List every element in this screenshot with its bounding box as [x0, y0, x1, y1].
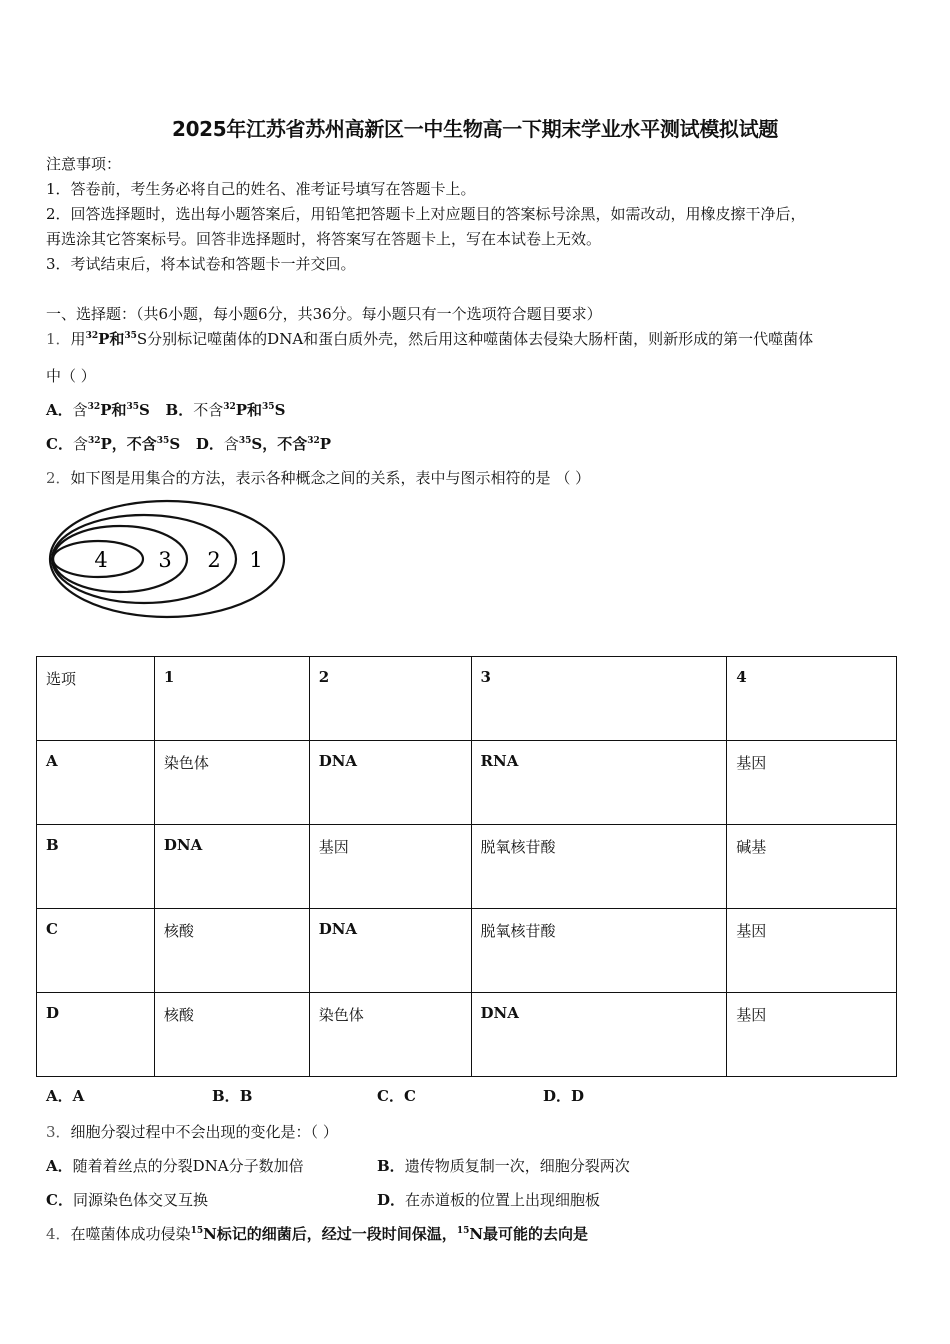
- notice-item-1: 1．答卷前，考生务必将自己的姓名、准考证号填写在答题卡上。: [46, 180, 476, 198]
- table-cell: DNA: [154, 825, 309, 909]
- notice-heading: 注意事项：: [46, 155, 122, 173]
- q1-options-ab: [46, 399, 285, 420]
- table-cell: 基因: [309, 825, 471, 909]
- isotope-mass: 15: [190, 1226, 204, 1236]
- option-c[interactable]: C．含$^{32}$P，不含$^{35}$S: [46, 435, 181, 453]
- table-cell: C: [37, 909, 155, 993]
- table-cell: 基因: [727, 993, 897, 1077]
- table-header-cell: 1: [154, 657, 309, 741]
- options-table: [36, 656, 897, 1077]
- table-row: [37, 909, 897, 993]
- table-cell: 脱氧核苷酸: [471, 909, 727, 993]
- set-label-4: 4: [94, 548, 108, 572]
- isotope-mass: 15: [456, 1226, 470, 1236]
- table-cell: D: [37, 993, 155, 1077]
- table-header-row: [37, 657, 897, 741]
- question-1-cont: 中（ ）: [46, 367, 96, 385]
- question-1: [46, 328, 813, 349]
- q2-option-b[interactable]: B．B: [212, 1087, 253, 1105]
- q1-text: S分别标记噬菌体的DNA和蛋白质外壳，然后用这种噬菌体去侵染大肠杆菌，则新形成的第一代噬菌体: [136, 330, 814, 348]
- isotope-mass: 32: [85, 331, 99, 341]
- q3-option-d[interactable]: D．在赤道板的位置上出现细胞板: [377, 1191, 601, 1209]
- page-title: 2025年江苏省苏州高新区一中生物高一下期末学业水平测试模拟试题: [171, 117, 779, 141]
- q3-text: 细胞分裂过程中不会出现的变化是：（ ）: [70, 1123, 338, 1141]
- table-cell: 基因: [727, 741, 897, 825]
- q2-text: 如下图是用集合的方法，表示各种概念之间的关系，表中与图示相符的是 （ ）: [70, 469, 591, 487]
- q3-option-b[interactable]: B．遗传物质复制一次，细胞分裂两次: [377, 1157, 630, 1175]
- table-row: [37, 825, 897, 909]
- q4-text: N最可能的去向是: [469, 1225, 589, 1243]
- question-4: [46, 1223, 588, 1244]
- q2-option-a[interactable]: A．A: [46, 1087, 85, 1105]
- table-cell: DNA: [471, 993, 727, 1077]
- isotope-mass: 35: [124, 331, 137, 341]
- q3-option-c[interactable]: C．同源染色体交叉互换: [46, 1191, 208, 1209]
- table-cell: RNA: [471, 741, 727, 825]
- table-cell: 碱基: [727, 825, 897, 909]
- table-cell: 染色体: [309, 993, 471, 1077]
- table-cell: B: [37, 825, 155, 909]
- option-d[interactable]: D．含$^{35}$S，不含$^{32}$P: [195, 435, 332, 453]
- question-number: 4．: [46, 1225, 71, 1243]
- notice-item-3: 3．考试结束后，将本试卷和答题卡一并交回。: [46, 255, 356, 273]
- table-cell: 核酸: [154, 993, 309, 1077]
- q4-text: 在噬菌体成功侵染: [70, 1225, 191, 1243]
- table-header-cell: 4: [727, 657, 897, 741]
- q2-option-c[interactable]: C．C: [377, 1087, 416, 1105]
- table-cell: 脱氧核苷酸: [471, 825, 727, 909]
- option-b[interactable]: B．不含$^{32}$P和$^{35}$S: [165, 401, 286, 419]
- table-cell: 基因: [727, 909, 897, 993]
- q1-options-cd: [46, 433, 331, 454]
- set-label-3: 3: [158, 548, 172, 572]
- q3-option-a[interactable]: A．随着着丝点的分裂DNA分子数加倍: [46, 1157, 304, 1175]
- question-number: 1．: [46, 330, 71, 348]
- nested-set-diagram: [48, 497, 288, 621]
- question-number: 2．: [46, 469, 71, 487]
- table-cell: 核酸: [154, 909, 309, 993]
- set-label-2: 2: [207, 548, 221, 572]
- table-cell: 染色体: [154, 741, 309, 825]
- question-2: [46, 467, 590, 488]
- question-number: 3．: [46, 1123, 71, 1141]
- notice-item-2b: 再选涂其它答案标号。回答非选择题时，将答案写在答题卡上，写在本试卷上无效。: [46, 230, 602, 248]
- q1-text: P和: [98, 330, 125, 348]
- table-header-cell: 2: [309, 657, 471, 741]
- question-3: [46, 1121, 338, 1142]
- table-cell: A: [37, 741, 155, 825]
- section-heading: 一、选择题：（共6小题，每小题6分，共36分。每小题只有一个选项符合题目要求）: [46, 305, 602, 323]
- table-row: [37, 993, 897, 1077]
- set-label-1: 1: [249, 548, 263, 572]
- table-cell: DNA: [309, 741, 471, 825]
- table-row: [37, 741, 897, 825]
- table-header-cell: 选项: [37, 657, 155, 741]
- notice-item-2a: 2．回答选择题时，选出每小题答案后，用铅笔把答题卡上对应题目的答案标号涂黑，如需改动，用橡皮擦干净后，: [46, 205, 806, 223]
- option-a[interactable]: A．含$^{32}$P和$^{35}$S: [46, 401, 150, 419]
- table-cell: DNA: [309, 909, 471, 993]
- table-header-cell: 3: [471, 657, 727, 741]
- q1-text: 用: [70, 330, 86, 348]
- q2-option-d[interactable]: D．D: [543, 1087, 585, 1105]
- q4-text: N标记的细菌后，经过一段时间保温，: [203, 1225, 457, 1243]
